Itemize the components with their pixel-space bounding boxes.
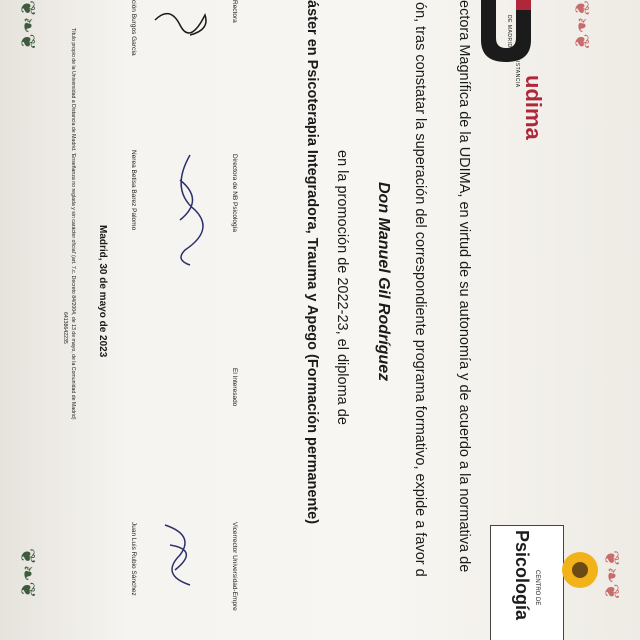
flourish-bottom-right-icon: ❦❧❦ [600, 550, 622, 601]
signature-role-right: Vicerrector Universidad-Empre [231, 522, 238, 611]
signature-role-interested: El Interesado [231, 368, 238, 407]
flourish-bottom-left-icon: ❦❧❦ [16, 548, 38, 599]
udima-logo-text: udima [521, 75, 546, 140]
flourish-top-right-icon: ❦❧❦ [570, 0, 592, 51]
signature-name-middle: Nerea Betisa Barez Palomo [130, 150, 137, 231]
partner-logo-top: CENTRO DE [534, 570, 540, 606]
signature-name-left: ción Burgos García [130, 0, 137, 56]
signature-left-icon [150, 0, 220, 40]
intro-line-2: ón, tras constatar la superación del correspondiente programa formativo, expide a favor d [412, 2, 428, 577]
issue-date: Madrid, 30 de mayo de 2023 [97, 225, 108, 358]
signature-role-middle: Directora de NB Psicología [231, 154, 238, 233]
recipient-name: Don Manuel Gil Rodríguez [375, 182, 392, 382]
udima-logo-sub1: UNIVERSIDAD A DISTANCIA [514, 10, 520, 88]
signature-right-icon [150, 515, 210, 595]
promotion-text: en la promoción de 2022-23, el diploma de [334, 150, 350, 425]
footer-legal-note: Título propio de la Universidad a Distancia de Madrid. 'Enseñanza no reglada y sin carácter oficial' (art. 7.c. Decreto 84/2004, de 13 de mayo, de la Comunidad de Madrid) [70, 28, 76, 420]
udima-logo-sub2: DE MADRID [506, 15, 512, 48]
intro-line-1: ectora Magnífica de la UDIMA, en virtud de su autonomía y de acuerdo a la normativa de [456, 0, 472, 573]
signature-name-right: Juan Luis Rubio Sánchez [130, 522, 137, 596]
signature-role-left: Rectora [231, 0, 238, 23]
signature-middle-icon [160, 150, 220, 270]
partner-logo-name: Psicología [512, 530, 532, 621]
registry-number: 64138642235 [62, 312, 68, 344]
flourish-top-left-icon: ❦❧❦ [16, 0, 38, 51]
program-title: áster en Psicoterapia Integradora, Trauma y Apego (Formación permanente) [304, 0, 320, 525]
sunflower-icon [560, 530, 620, 600]
